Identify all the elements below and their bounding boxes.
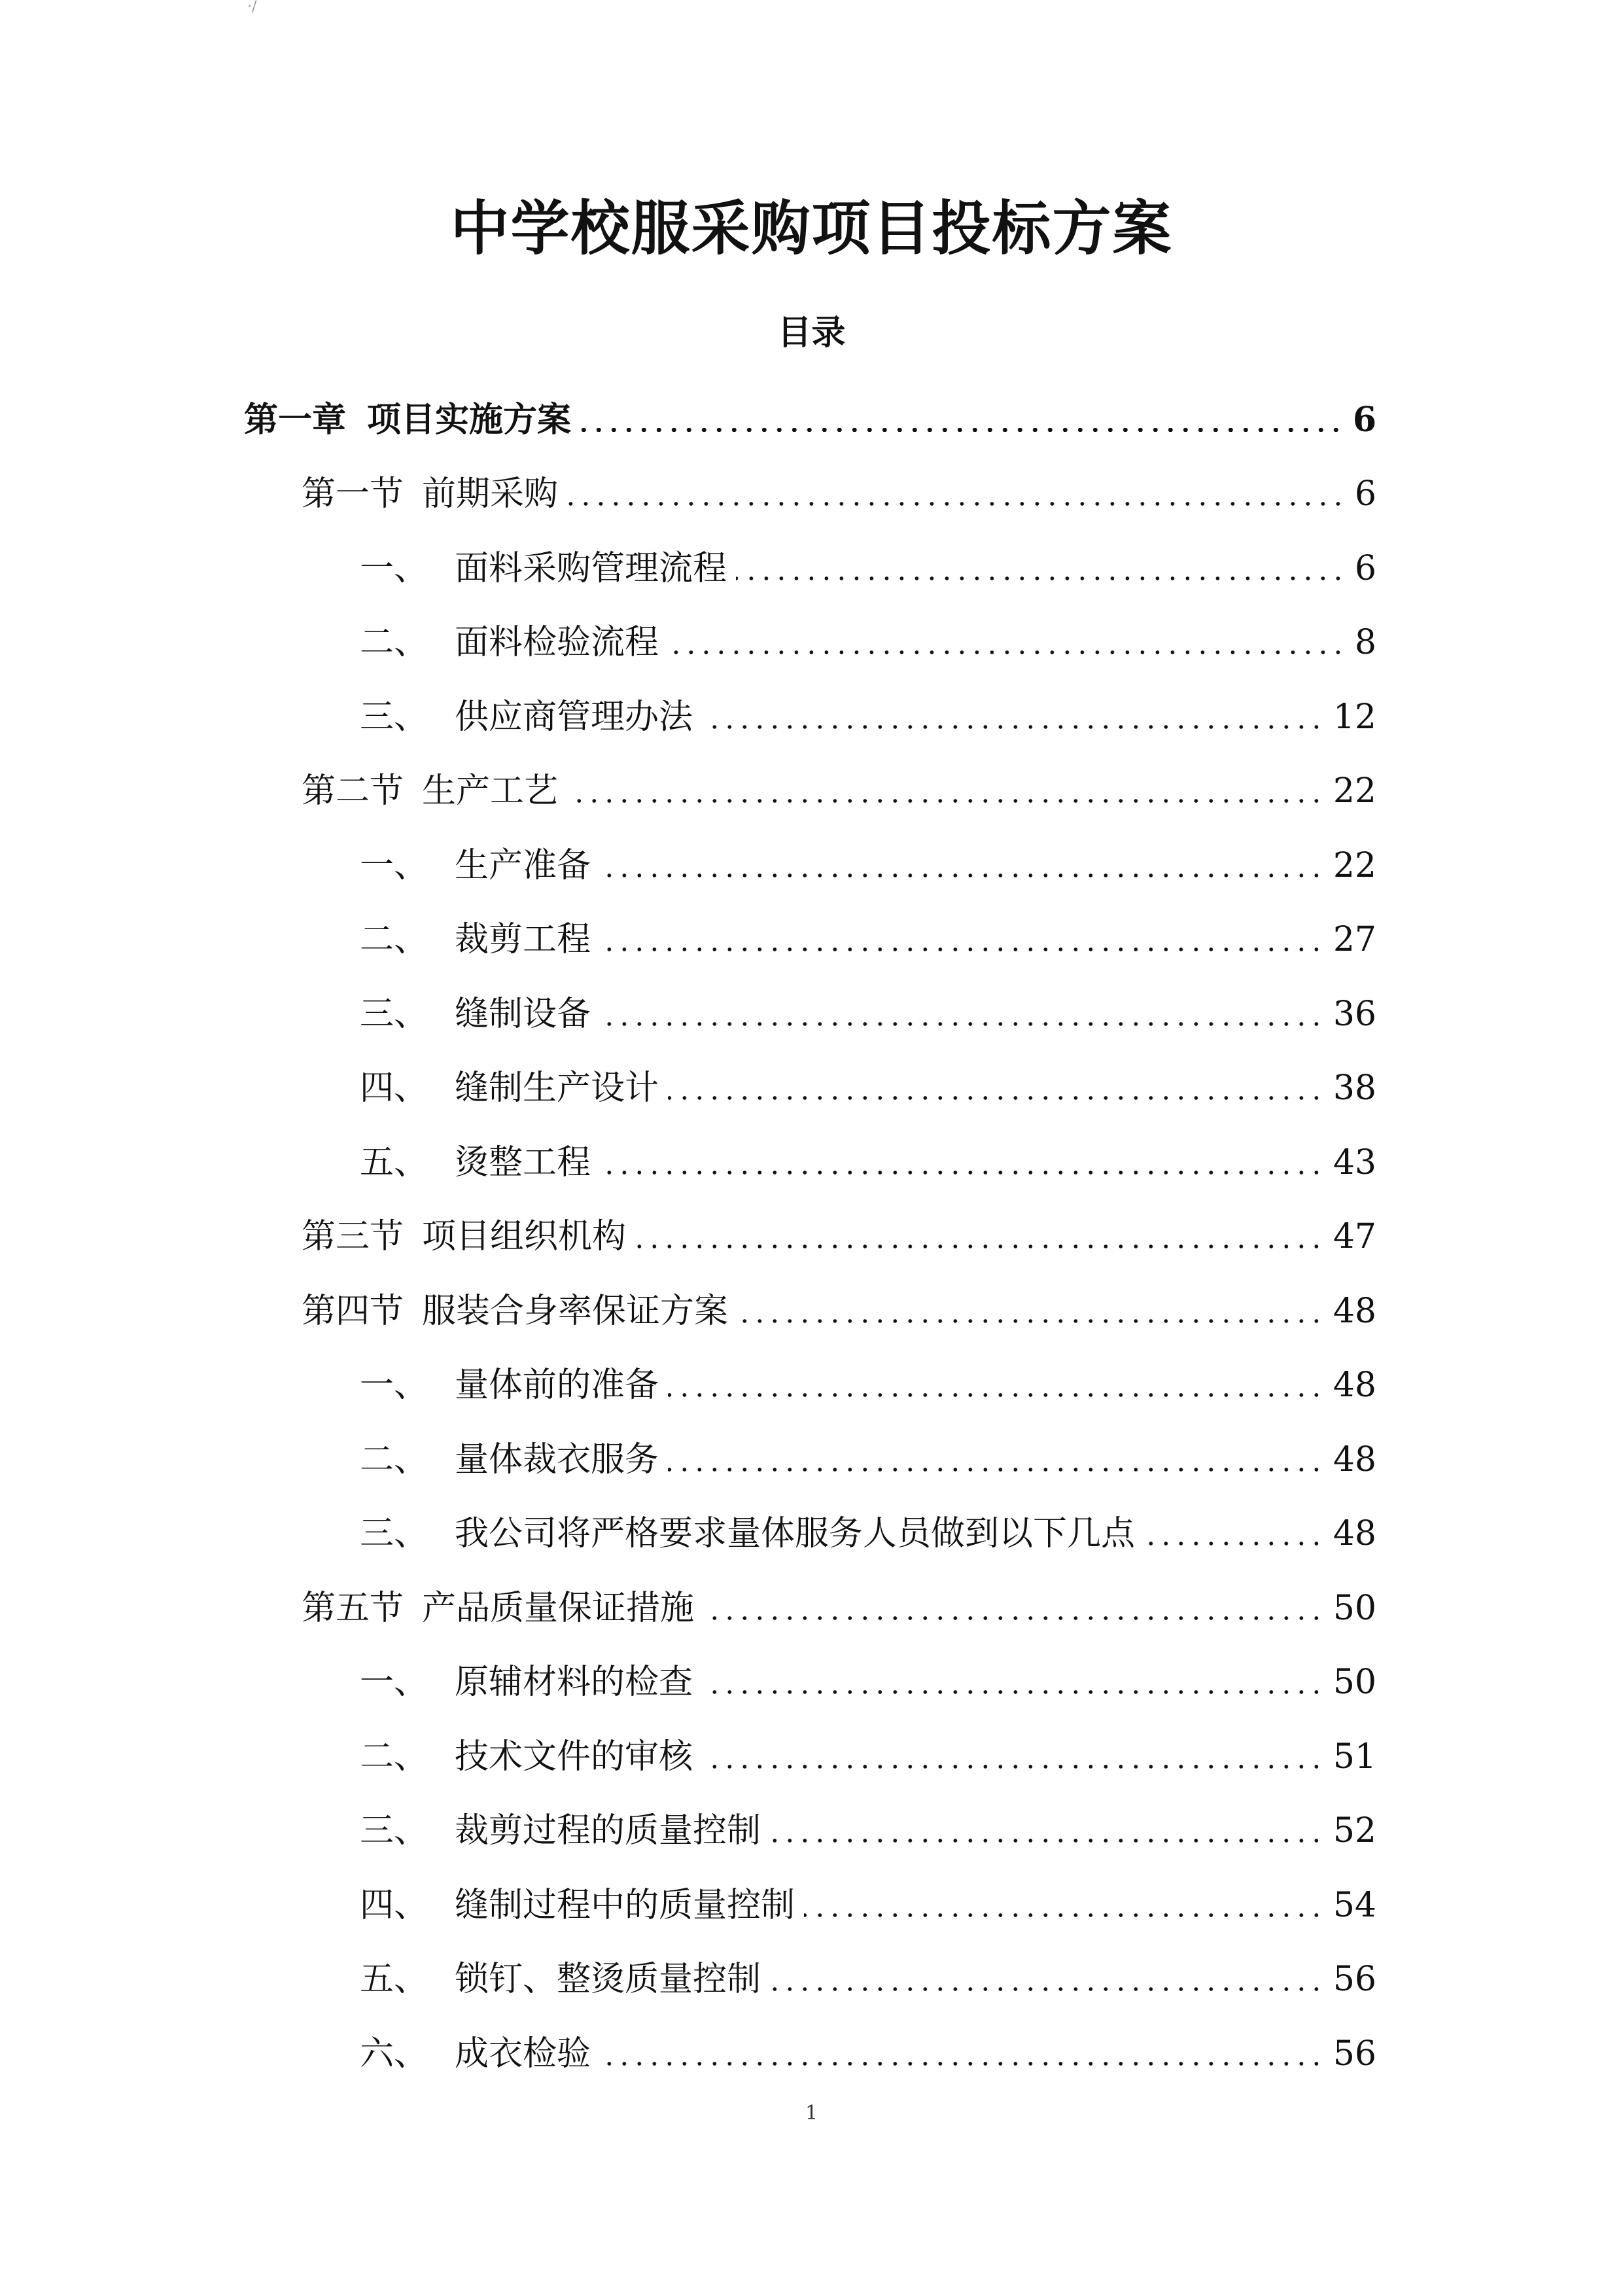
toc-entry[interactable] <box>0 1422 1623 1497</box>
toc-entry-number: 第一章 <box>244 399 347 440</box>
toc-entry-page: 50 <box>1333 1663 1376 1703</box>
toc-entry-title: 缝制过程中的质量控制 <box>455 1885 795 1925</box>
toc-entry[interactable] <box>0 1943 1623 2017</box>
toc-entry[interactable] <box>0 1794 1623 1869</box>
toc-entry-number: 三、 <box>360 994 428 1034</box>
toc-entry[interactable] <box>0 1571 1623 1646</box>
document-title: 中学校服采购项目投标方案 <box>450 194 1173 263</box>
toc-entry[interactable] <box>0 1274 1623 1349</box>
toc-entry-title: 面料采购管理流程 <box>455 548 727 588</box>
toc-dot-leader <box>567 774 1324 808</box>
toc-dot-leader <box>702 1740 1324 1774</box>
toc-entry[interactable] <box>0 1125 1623 1200</box>
toc-entry-number: 一、 <box>360 548 428 588</box>
toc-entry-title: 生产工艺 <box>422 771 559 811</box>
toc-dot-leader <box>668 1071 1324 1105</box>
toc-entry-number: 一、 <box>360 845 428 885</box>
toc-entry-page: 47 <box>1333 1217 1376 1257</box>
toc-entry-label <box>360 994 591 1034</box>
toc-entry-title: 前期采购 <box>422 474 559 514</box>
toc-entry[interactable] <box>0 531 1623 606</box>
toc-entry-label <box>360 623 659 663</box>
toc-entry-label <box>360 1737 693 1776</box>
toc-entry-label <box>302 1291 729 1331</box>
toc-entry-title: 面料检验流程 <box>455 623 659 663</box>
toc-entry-label <box>360 1885 795 1925</box>
toc-entry[interactable] <box>0 457 1623 532</box>
toc-entry-title: 烫整工程 <box>455 1142 591 1182</box>
toc-entry-title: 量体前的准备 <box>455 1366 659 1405</box>
toc-entry-number: 第四节 <box>302 1291 404 1331</box>
toc-entry-page: 50 <box>1333 1588 1376 1628</box>
toc-entry-label <box>360 1811 761 1851</box>
toc-entry[interactable] <box>0 903 1623 978</box>
toc-entry-title: 锁钉、整烫质量控制 <box>455 1960 761 2000</box>
toc-entry[interactable] <box>0 828 1623 903</box>
toc-entry-title: 原辅材料的检查 <box>455 1663 693 1703</box>
toc-entry-label <box>360 2034 591 2074</box>
toc-entry[interactable] <box>0 1051 1623 1126</box>
toc-entry-title: 量体裁衣服务 <box>455 1439 659 1479</box>
toc-entry-title: 裁剪工程 <box>455 920 591 960</box>
toc-entry-page: 8 <box>1354 623 1376 663</box>
toc-entry-number: 第一节 <box>302 474 404 514</box>
toc-entry-page: 27 <box>1333 920 1376 960</box>
toc-entry-title: 服装合身率保证方案 <box>422 1291 729 1331</box>
toc-entry[interactable] <box>0 1646 1623 1720</box>
toc-entry-title: 裁剪过程的质量控制 <box>455 1811 761 1851</box>
toc-entry-label <box>302 1588 695 1628</box>
toc-entry[interactable] <box>0 606 1623 680</box>
corner-mark: ·/ <box>247 0 257 15</box>
toc-entry-title: 生产准备 <box>455 845 591 885</box>
toc-entry-label <box>302 474 559 514</box>
toc-dot-leader <box>702 1665 1324 1699</box>
toc-entry-label <box>360 920 591 960</box>
toc-entry-label <box>360 697 693 737</box>
toc-entry-title: 项目实施方案 <box>367 399 572 440</box>
toc-entry[interactable] <box>0 2017 1623 2091</box>
toc-entry-title: 技术文件的审核 <box>455 1737 693 1776</box>
toc-entry[interactable] <box>0 383 1623 457</box>
toc-dot-leader <box>567 477 1346 511</box>
toc-entry-label <box>360 1439 659 1479</box>
toc-dot-leader <box>736 552 1346 586</box>
toc-entry[interactable] <box>0 1200 1623 1275</box>
toc-entry-number: 二、 <box>360 1737 428 1776</box>
toc-entry-page: 54 <box>1333 1885 1376 1925</box>
toc-dot-leader <box>770 1814 1324 1848</box>
toc-dot-leader <box>702 700 1324 734</box>
toc-entry-page: 22 <box>1333 771 1376 811</box>
toc-entry-number: 三、 <box>360 1811 428 1851</box>
toc-entry-page: 56 <box>1333 2034 1376 2074</box>
toc-entry-page: 6 <box>1354 474 1376 514</box>
toc-entry-label <box>360 1366 659 1405</box>
toc-entry-label <box>302 771 559 811</box>
toc-entry-label <box>244 399 572 440</box>
toc-entry-label <box>302 1217 627 1257</box>
toc-entry[interactable] <box>0 754 1623 829</box>
toc-dot-leader <box>635 1220 1324 1254</box>
toc-heading: 目录 <box>777 313 846 353</box>
toc-entry-label <box>360 1514 1136 1554</box>
table-of-contents <box>0 383 1623 2091</box>
toc-entry-page: 51 <box>1333 1737 1376 1776</box>
toc-entry[interactable] <box>0 1868 1623 1943</box>
toc-entry-number: 五、 <box>360 1142 428 1182</box>
toc-entry-page: 12 <box>1333 697 1376 737</box>
toc-entry-number: 二、 <box>360 623 428 663</box>
toc-dot-leader <box>600 923 1324 957</box>
toc-entry-number: 三、 <box>360 1514 428 1554</box>
toc-entry-number: 三、 <box>360 697 428 737</box>
toc-entry-number: 第二节 <box>302 771 404 811</box>
toc-dot-leader <box>600 2037 1324 2071</box>
toc-entry-number: 第三节 <box>302 1217 404 1257</box>
toc-dot-leader <box>668 1368 1324 1402</box>
toc-entry-number: 五、 <box>360 1960 428 2000</box>
toc-entry[interactable] <box>0 1497 1623 1572</box>
toc-entry-page: 6 <box>1352 399 1376 440</box>
toc-entry-number: 一、 <box>360 1663 428 1703</box>
toc-dot-leader <box>600 997 1324 1031</box>
toc-entry-number: 四、 <box>360 1885 428 1925</box>
toc-dot-leader <box>600 1146 1324 1180</box>
toc-entry-number: 二、 <box>360 920 428 960</box>
toc-entry[interactable] <box>0 1720 1623 1794</box>
toc-entry-page: 43 <box>1333 1142 1376 1182</box>
toc-dot-leader <box>737 1294 1324 1328</box>
toc-dot-leader <box>804 1888 1324 1922</box>
toc-entry-title: 供应商管理办法 <box>455 697 693 737</box>
toc-entry[interactable] <box>0 1349 1623 1423</box>
toc-entry-number: 六、 <box>360 2034 428 2074</box>
toc-entry-title: 缝制生产设计 <box>455 1069 659 1108</box>
toc-entry-page: 36 <box>1333 994 1376 1034</box>
toc-dot-leader <box>703 1591 1324 1625</box>
toc-entry-label <box>360 548 727 588</box>
toc-entry-title: 项目组织机构 <box>422 1217 627 1257</box>
toc-dot-leader <box>580 403 1344 437</box>
toc-entry-title: 我公司将严格要求量体服务人员做到以下几点 <box>455 1514 1136 1554</box>
toc-entry-page: 48 <box>1333 1366 1376 1405</box>
toc-entry-number: 一、 <box>360 1366 428 1405</box>
toc-entry-number: 二、 <box>360 1439 428 1479</box>
toc-entry-title: 产品质量保证措施 <box>422 1588 695 1628</box>
toc-entry-label <box>360 1069 659 1108</box>
toc-entry-page: 48 <box>1333 1439 1376 1479</box>
toc-entry-label <box>360 1663 693 1703</box>
toc-dot-leader <box>600 849 1324 883</box>
toc-entry-page: 48 <box>1333 1514 1376 1554</box>
toc-dot-leader <box>770 1962 1324 1996</box>
toc-entry-page: 6 <box>1354 548 1376 588</box>
toc-entry-page: 22 <box>1333 845 1376 885</box>
toc-dot-leader <box>668 626 1346 660</box>
toc-entry[interactable] <box>0 680 1623 754</box>
toc-entry-number: 四、 <box>360 1069 428 1108</box>
toc-dot-leader <box>668 1443 1324 1477</box>
toc-entry-label <box>360 1960 761 2000</box>
toc-entry-number: 第五节 <box>302 1588 404 1628</box>
toc-entry-title: 成衣检验 <box>455 2034 591 2074</box>
toc-entry-label <box>360 845 591 885</box>
toc-entry-title: 缝制设备 <box>455 994 591 1034</box>
toc-entry-page: 48 <box>1333 1291 1376 1331</box>
toc-entry-page: 52 <box>1333 1811 1376 1851</box>
toc-entry-page: 38 <box>1333 1069 1376 1108</box>
toc-dot-leader <box>1144 1517 1324 1551</box>
toc-entry[interactable] <box>0 977 1623 1051</box>
page-number: 1 <box>805 2102 818 2125</box>
toc-entry-label <box>360 1142 591 1182</box>
toc-entry-page: 56 <box>1333 1960 1376 2000</box>
